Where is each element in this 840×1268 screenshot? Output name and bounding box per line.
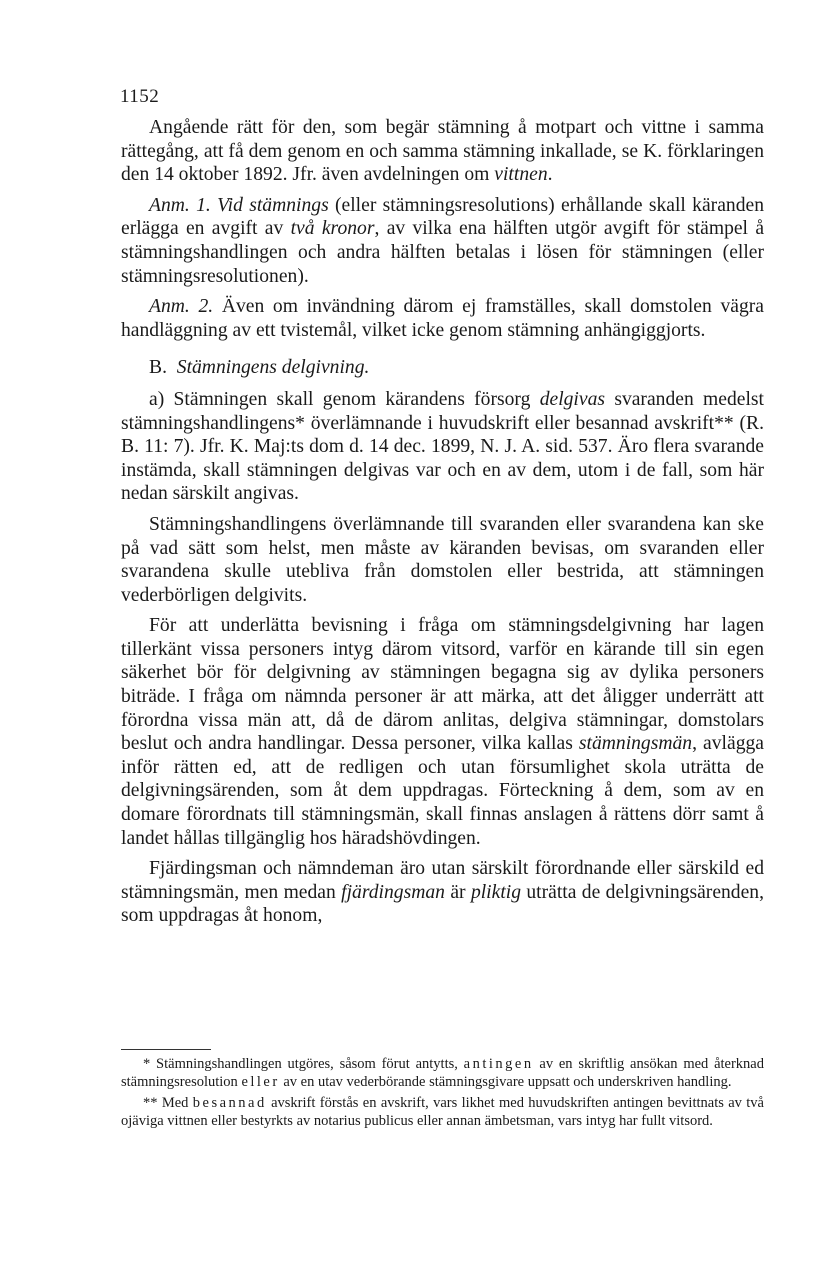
section-heading-b: B. Stämningens delgivning. bbox=[149, 357, 370, 379]
footnote-divider bbox=[121, 1049, 211, 1050]
emphasis: pliktig bbox=[470, 881, 522, 903]
emphasis: vittnen bbox=[494, 164, 548, 186]
section-title: Stämningens delgivning. bbox=[176, 357, 370, 379]
emphasis: två kronor bbox=[290, 218, 375, 240]
footnote-2: ** Med besannad avskrift förstås en avskrift, vars likhet med huvudskriften antingen bevittnats av två ojäviga vittnen eller bestyrkts av notarius publicus eller annan ämbetsman, vars intyg har fullt vitsord. bbox=[121, 1095, 764, 1129]
page-number: 1152 bbox=[120, 86, 160, 107]
paragraph-stamningshandlingens: Stämningshandlingens överlämnande till svaranden eller svarandena kan ske på vad sätt som helst, men måste av käranden bevisas, om svaranden eller svarandena skulle utebliva från domstolen eller bestrida, att stämningen vederbörligen delgivits. bbox=[121, 513, 764, 606]
emphasis: Vid stämnings bbox=[217, 194, 329, 216]
emphasis: stämningsmän bbox=[578, 733, 693, 755]
body-text bbox=[121, 116, 764, 928]
paragraph-intro: Angående rätt för den, som begär stämning å motpart och vittne i samma rättegång, att få dem genom en och samma stämning inkallade, se K. förklaringen den 14 oktober 1892. Jfr. även avdelningen om vittnen. bbox=[121, 117, 764, 186]
paragraph-anm-2: Anm. 2. Även om invändning därom ej framställes, skall domstolen vägra handläggning av ett tvistemål, vilket icke genom stämning anhängiggjorts. bbox=[121, 296, 764, 341]
paragraph-for-att: För att underlätta bevisning i fråga om stämningsdelgivning har lagen tillerkänt vissa personers intyg därom vitsord, varför en kärande till sin egen säkerhet bör för delgivning av stämningen begagna sig av dylika personers biträde. I fråga om nämnda personer är att märka, att det åligger underrätt att förordna vissa män att, då de därom anlitas, delgiva stämningar, domstolars beslut och andra handlingar. Dessa personer, vilka kallas stämningsmän, avlägga inför rätten ed, att de redligen och utan försumlighet skola uträtta de delgivningsärenden, som åt dem uppdragas. Förteckning å dem, som av en domare förordnats till stämningsmän, skall finnas anslagen å rättens dörr samt å landet hållas tillgänglig hos häradshövdingen. bbox=[121, 615, 764, 849]
note-label: Anm. 1. bbox=[149, 194, 211, 216]
paragraph-anm-1: Anm. 1. Vid stämnings (eller stämningsresolutions) erhållande skall käranden erlägga en avgift av två kronor, av vilka ena hälften utgör avgift för stämpel å stämningshandlingen och andra hälften betalas i lösen för stämningen (eller stämningsresolutionen). bbox=[121, 194, 765, 287]
paragraph-fjardingsman: Fjärdingsman och nämndeman äro utan särskilt förordnande eller särskild ed stämningsmän, men medan fjärdingsman är pliktig uträtta de delgivningsärenden, som uppdragas åt honom, bbox=[121, 858, 764, 927]
emphasis: delgivas bbox=[539, 388, 605, 410]
footnote-1: * Stämningshandlingen utgöres, såsom förut antytts, antingen av en skriftlig ansökan med återknad stämningsresolution eller av en utav vederbörande stämningsgivare uppsatt och underskriven handling. bbox=[121, 1056, 764, 1090]
footnotes bbox=[121, 1056, 764, 1134]
emphasis: fjärdingsman bbox=[341, 881, 445, 903]
paragraph-a: a) Stämningen skall genom kärandens försorg delgivas svaranden medelst stämningshandlingens* överlämnande i huvudskrift eller besannad avskrift** (R. B. 11: 7). Jfr. K. Maj:ts dom d. 14 dec. 1899, N. J. A. sid. 537. Äro flera svarande instämda, skall stämningen delgivas var och en av dem, utom i de fall, som här nedan särskilt angivas. bbox=[121, 388, 764, 505]
note-label: Anm. 2. bbox=[149, 296, 214, 318]
